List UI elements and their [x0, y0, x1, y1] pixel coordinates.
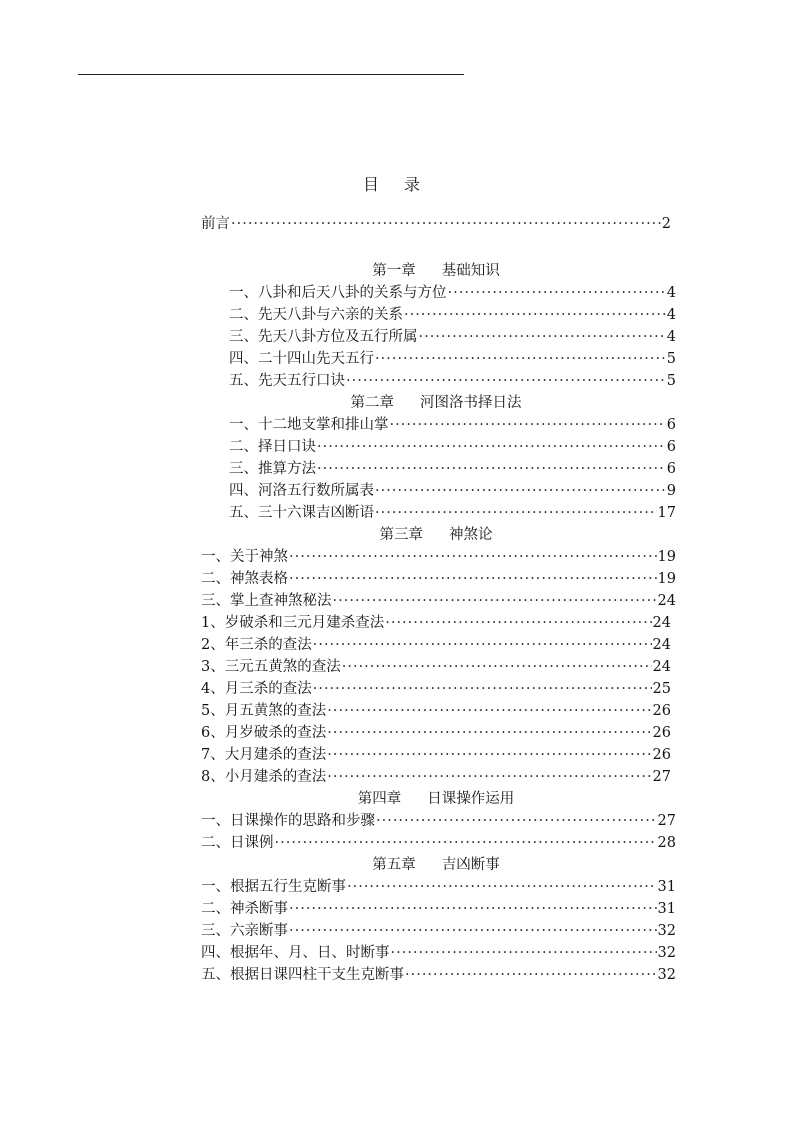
toc-entry[interactable] — [201, 811, 676, 831]
dot-leader — [327, 723, 651, 743]
toc-entry-page: 5 — [666, 351, 676, 367]
chapter-title: 神煞论 — [449, 527, 493, 543]
toc-entry[interactable] — [201, 569, 676, 589]
toc-entry-label: 二、神杀断事 — [201, 901, 288, 917]
chapter-number: 第一章 — [372, 263, 416, 279]
dot-leader — [313, 635, 652, 655]
toc-entry-label: 7、大月建杀的查法 — [201, 747, 327, 763]
toc-entry[interactable] — [201, 547, 676, 567]
toc-entry[interactable] — [229, 459, 676, 479]
toc-entry-label: 二、神煞表格 — [201, 571, 288, 587]
toc-entry[interactable] — [229, 415, 676, 435]
toc-entry[interactable] — [201, 943, 676, 963]
chapter-number: 第五章 — [372, 857, 416, 873]
toc-entry-page: 6 — [666, 461, 676, 477]
top-rule — [78, 74, 464, 75]
toc-entry-preface[interactable] — [201, 214, 671, 234]
toc-entry-label: 前言 — [201, 216, 230, 232]
toc-entry-page: 4 — [666, 329, 676, 345]
toc-entry-page: 24 — [652, 659, 671, 675]
chapter-number: 第四章 — [357, 791, 402, 807]
toc-entry-page: 32 — [657, 967, 676, 983]
toc-entry-label: 3、三元五黄煞的查法 — [201, 659, 341, 675]
dot-leader — [333, 591, 657, 611]
toc-entry[interactable] — [201, 767, 671, 787]
toc-entry-label: 三、掌上查神煞秘法 — [201, 593, 332, 609]
toc-entry-label: 三、六亲断事 — [201, 923, 288, 939]
dot-leader — [405, 965, 657, 985]
toc-entry-label: 二、择日口诀 — [229, 439, 316, 455]
dot-leader — [391, 943, 657, 963]
chapter-title: 基础知识 — [441, 263, 500, 279]
dot-leader — [289, 569, 657, 589]
toc-entry[interactable] — [201, 723, 671, 743]
toc-entry-label: 8、小月建杀的查法 — [201, 769, 327, 785]
dot-leader — [313, 679, 652, 699]
dot-leader — [289, 547, 657, 567]
chapter-title: 河图洛书择日法 — [420, 395, 522, 411]
toc-entry-page: 31 — [657, 879, 676, 895]
toc-entry-page: 31 — [657, 901, 676, 917]
toc-entry-label: 一、日课操作的思路和步骤 — [201, 813, 375, 829]
toc-entry-page: 4 — [666, 307, 676, 323]
toc-entry[interactable] — [201, 679, 671, 699]
toc-entry-page: 6 — [666, 417, 676, 433]
toc-entry-label: 一、十二地支掌和排山掌 — [229, 417, 389, 433]
toc-entry-page: 2 — [661, 216, 671, 232]
toc-entry[interactable] — [201, 613, 671, 633]
dot-leader — [448, 283, 666, 303]
page-title: 目 录 — [362, 175, 431, 194]
toc-entry-label: 4、月三杀的查法 — [201, 681, 312, 697]
chapter-number: 第二章 — [350, 395, 394, 411]
toc-entry-label: 五、三十六课吉凶断语 — [229, 505, 374, 521]
toc-entry-page: 26 — [652, 725, 671, 741]
dot-leader — [375, 503, 657, 523]
toc-entry[interactable] — [201, 591, 676, 611]
toc-entry-label: 四、河洛五行数所属表 — [229, 483, 374, 499]
toc-entry-label: 四、二十四山先天五行 — [229, 351, 374, 367]
chapter-heading[interactable] — [201, 393, 671, 413]
toc-entry-page: 24 — [652, 615, 671, 631]
chapter-heading[interactable] — [201, 789, 671, 809]
dot-leader — [289, 899, 657, 919]
toc-entry[interactable] — [201, 635, 671, 655]
toc-entry-page: 19 — [657, 571, 676, 587]
chapter-title: 吉凶断事 — [441, 857, 500, 873]
toc-entry-page: 5 — [666, 373, 676, 389]
toc-entry-label: 五、根据日课四柱干支生克断事 — [201, 967, 404, 983]
toc-entry[interactable] — [229, 503, 676, 523]
dot-leader — [375, 349, 666, 369]
toc-entry[interactable] — [229, 481, 676, 501]
toc-entry-page: 28 — [657, 835, 676, 851]
dot-leader — [289, 921, 657, 941]
toc-entry[interactable] — [201, 745, 671, 765]
dot-leader — [327, 701, 651, 721]
toc-entry-page: 26 — [652, 747, 671, 763]
toc-entry[interactable] — [229, 283, 676, 303]
chapter-title: 日课操作运用 — [427, 791, 515, 807]
toc-entry[interactable] — [201, 657, 671, 677]
toc-entry[interactable] — [201, 877, 676, 897]
toc-entry-label: 二、日课例 — [201, 835, 274, 851]
chapter-heading[interactable] — [201, 525, 671, 545]
toc-entry[interactable] — [229, 349, 676, 369]
toc-entry-page: 25 — [652, 681, 671, 697]
dot-leader — [376, 811, 657, 831]
toc-entry-page: 17 — [657, 505, 676, 521]
toc-entry-label: 四、根据年、月、日、时断事 — [201, 945, 390, 961]
toc-entry-page: 24 — [657, 593, 676, 609]
toc-entry-label: 5、月五黄煞的查法 — [201, 703, 327, 719]
dot-leader — [347, 877, 657, 897]
toc-entry[interactable] — [201, 965, 676, 985]
toc-entry-page: 6 — [666, 439, 676, 455]
dot-leader — [390, 415, 666, 435]
toc-entry-page: 27 — [652, 769, 671, 785]
dot-leader — [275, 833, 657, 853]
dot-leader — [419, 327, 666, 347]
chapter-heading[interactable] — [201, 855, 671, 875]
toc-entry-label: 一、八卦和后天八卦的关系与方位 — [229, 285, 447, 301]
toc-entry[interactable] — [229, 327, 676, 347]
toc-entry[interactable] — [229, 305, 676, 325]
toc-entry[interactable] — [201, 701, 671, 721]
dot-leader — [375, 481, 666, 501]
dot-leader — [385, 613, 651, 633]
dot-leader — [317, 437, 666, 457]
toc-entry-label: 一、根据五行生克断事 — [201, 879, 346, 895]
toc-entry-label: 五、先天五行口诀 — [229, 373, 345, 389]
toc-entry-page: 4 — [666, 285, 676, 301]
toc-entry-label: 二、先天八卦与六亲的关系 — [229, 307, 403, 323]
toc-entry-page: 32 — [657, 923, 676, 939]
toc-entry[interactable] — [201, 921, 676, 941]
dot-leader — [327, 745, 651, 765]
toc-entry-label: 三、推算方法 — [229, 461, 316, 477]
toc-entry-page: 19 — [657, 549, 676, 565]
toc-entry-label: 一、关于神煞 — [201, 549, 288, 565]
toc-entry-label: 2、年三杀的查法 — [201, 637, 312, 653]
toc-entry-label: 1、岁破杀和三元月建杀查法 — [201, 615, 385, 631]
toc-entry-page: 27 — [657, 813, 676, 829]
toc-entry[interactable] — [229, 371, 676, 391]
dot-leader — [327, 767, 651, 787]
chapter-number: 第三章 — [379, 527, 423, 543]
dot-leader — [342, 657, 652, 677]
toc-entry-page: 24 — [652, 637, 671, 653]
dot-leader — [231, 214, 661, 234]
toc-entry[interactable] — [201, 833, 676, 853]
toc-entry-label: 6、月岁破杀的查法 — [201, 725, 327, 741]
toc-entry-label: 三、先天八卦方位及五行所属 — [229, 329, 418, 345]
dot-leader — [404, 305, 666, 325]
toc-entry[interactable] — [201, 899, 676, 919]
toc-entry[interactable] — [229, 437, 676, 457]
toc-entry-page: 26 — [652, 703, 671, 719]
dot-leader — [317, 459, 666, 479]
toc-entry-page: 32 — [657, 945, 676, 961]
dot-leader — [346, 371, 666, 391]
toc-entry-page: 9 — [666, 483, 676, 499]
chapter-heading[interactable] — [201, 261, 671, 281]
